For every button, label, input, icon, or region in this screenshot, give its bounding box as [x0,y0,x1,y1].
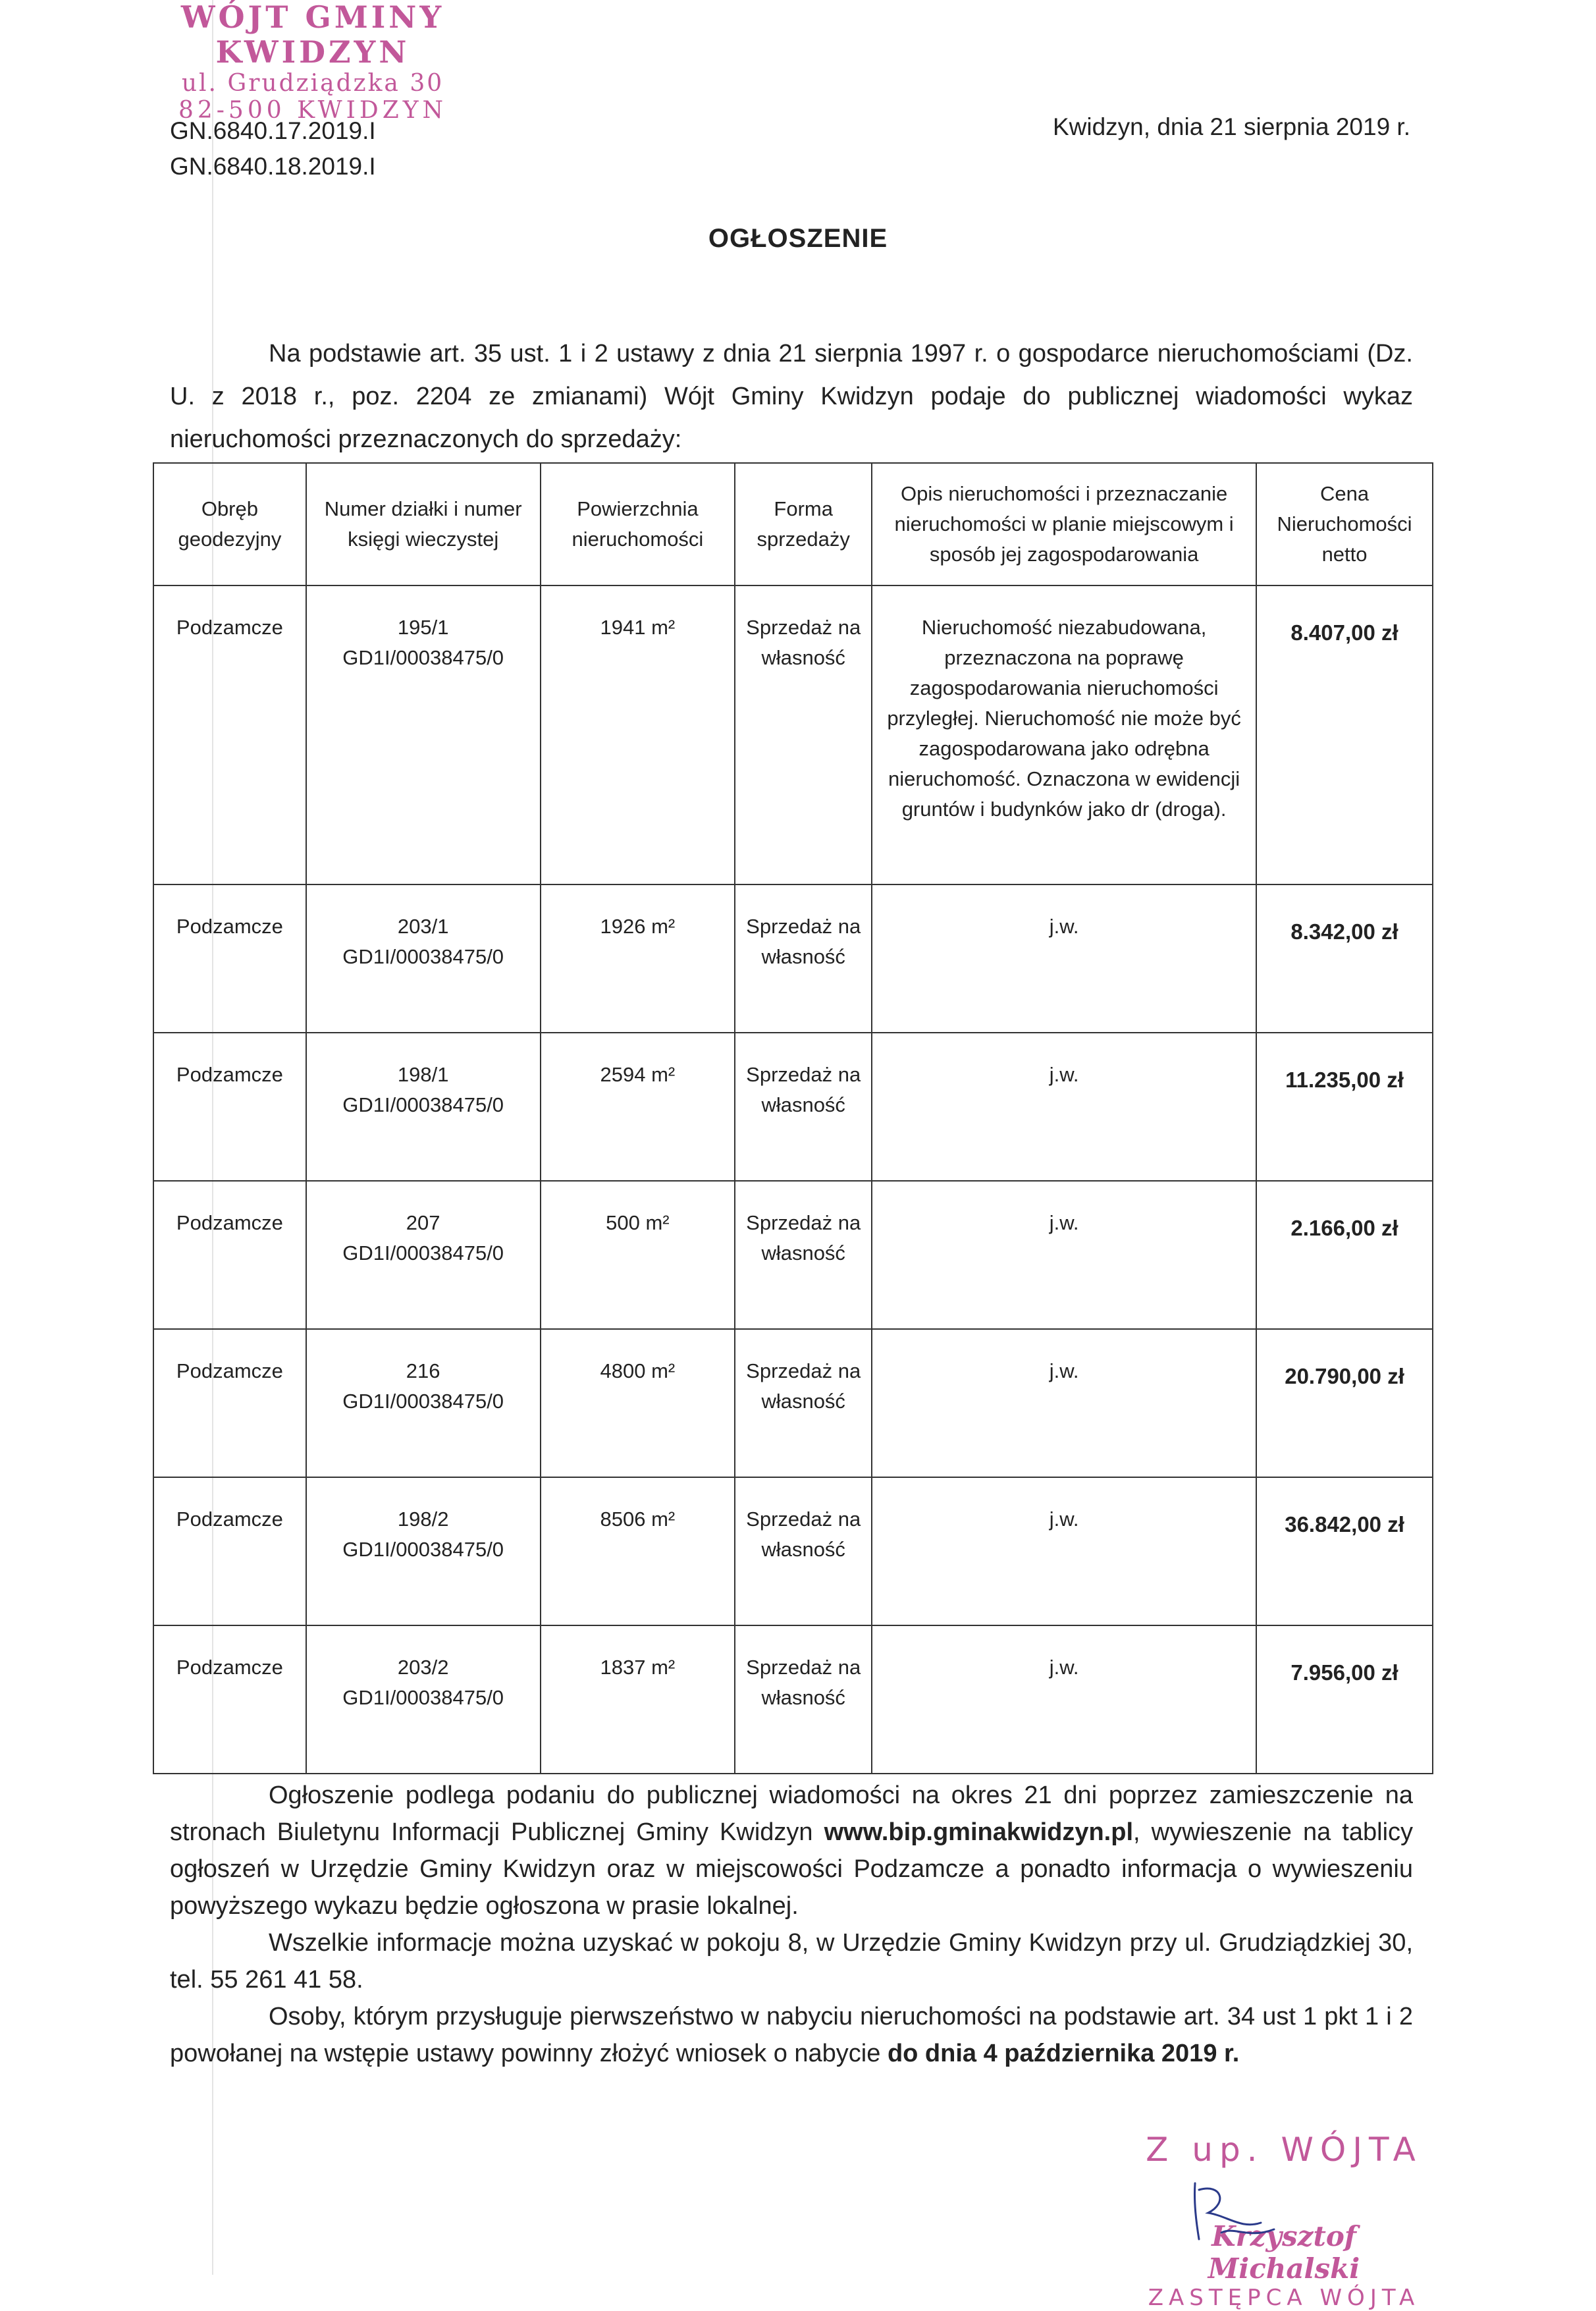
stamp-line-2: ul. Grudziądzka 30 [181,69,444,97]
deadline-date: do dnia 4 października 2019 r. [887,2040,1240,2067]
cell-forma: Sprzedaż na własność [735,1329,872,1477]
cell-opis: j.w. [872,1033,1256,1181]
cell-dzialka: 195/1 GD1I/00038475/0 [306,585,541,884]
cell-opis: Nieruchomość niezabudowana, przeznaczona na poprawę zagospodarowania nieruchomości przyległej. Nieruchomość nie może być zagospodarowana jako odrębna nieruchomość. Oznaczona w ewidencji gruntów i budynków jako dr (droga). [872,585,1256,884]
cell-dzialka: 203/1 GD1I/00038475/0 [306,884,541,1033]
table-row [153,585,1433,884]
cell-opis: j.w. [872,1329,1256,1477]
cell-obreb: Podzamcze [153,1181,306,1329]
header-dzialka: Numer działki i numer księgi wieczystej [306,463,541,585]
cell-obreb: Podzamcze [153,884,306,1033]
footer-paragraph-info: Wszelkie informacje można uzyskać w pokoju 8, w Urzędzie Gminy Kwidzyn przy ul. Grudziądzkiej 30, tel. 55 261 41 58. [170,1929,1413,1994]
intro-paragraph [170,333,1413,461]
cell-cena: 7.956,00 zł [1256,1625,1433,1774]
cell-cena: 8.407,00 zł [1256,585,1433,884]
table-header-row [153,463,1433,585]
cell-obreb: Podzamcze [153,585,306,884]
cell-obreb: Podzamcze [153,1477,306,1625]
case-references [170,113,376,184]
header-cena: Cena Nieruchomości netto [1256,463,1433,585]
property-table [153,462,1433,1774]
office-stamp [128,0,497,124]
cell-cena: 20.790,00 zł [1256,1329,1433,1477]
handwritten-signature-icon [1182,2177,1287,2249]
cell-forma: Sprzedaż na własność [735,884,872,1033]
header-opis: Opis nieruchomości i przeznaczanie nieruchomości w planie miejscowym i sposób jej zagospodarowania [872,463,1256,585]
cell-powierzchnia: 2594 m² [541,1033,735,1181]
header-powierzchnia: Powierzchnia nieruchomości [541,463,735,585]
stamp-role: ZASTĘPCA WÓJTA [1148,2285,1420,2311]
cell-forma: Sprzedaż na własność [735,1477,872,1625]
cell-dzialka: 198/2 GD1I/00038475/0 [306,1477,541,1625]
cell-forma: Sprzedaż na własność [735,1181,872,1329]
bip-link[interactable]: www.bip.gminakwidzyn.pl [824,1818,1134,1846]
cell-dzialka: 216 GD1I/00038475/0 [306,1329,541,1477]
cell-obreb: Podzamcze [153,1033,306,1181]
cell-powierzchnia: 4800 m² [541,1329,735,1477]
stamp-line-1: WÓJT GMINY KWIDZYN [180,0,445,70]
cell-forma: Sprzedaż na własność [735,1033,872,1181]
header-forma: Forma sprzedaży [735,463,872,585]
cell-opis: j.w. [872,884,1256,1033]
document-date: Kwidzyn, dnia 21 sierpnia 2019 r. [1052,113,1410,140]
cell-powierzchnia: 1837 m² [541,1625,735,1774]
table-row [153,1329,1433,1477]
cell-cena: 36.842,00 zł [1256,1477,1433,1625]
table-row [153,884,1433,1033]
cell-opis: j.w. [872,1477,1256,1625]
case-reference: GN.6840.17.2019.I [170,117,376,144]
cell-dzialka: 207 GD1I/00038475/0 [306,1181,541,1329]
cell-obreb: Podzamcze [153,1329,306,1477]
cell-dzialka: 203/2 GD1I/00038475/0 [306,1625,541,1774]
cell-powierzchnia: 8506 m² [541,1477,735,1625]
intro-text: Na podstawie art. 35 ust. 1 i 2 ustawy z dnia 21 sierpnia 1997 r. o gospodarce nieruchomościami (Dz. U. z 2018 r., poz. 2204 ze zmianami) Wójt Gminy Kwidzyn podaje do publicznej wiadomości wykaz nieruchomości przeznaczonych do sprzedaży: [170,340,1413,453]
cell-cena: 11.235,00 zł [1256,1033,1433,1181]
table-row [153,1033,1433,1181]
document-title: OGŁOSZENIE [708,224,888,253]
footer-text [170,1777,1413,2072]
cell-opis: j.w. [872,1181,1256,1329]
table-row [153,1181,1433,1329]
stamp-line-3: 82-500 KWIDZYN [178,97,448,124]
table-row [153,1625,1433,1774]
table-row [153,1477,1433,1625]
cell-powierzchnia: 1941 m² [541,585,735,884]
cell-opis: j.w. [872,1625,1256,1774]
case-reference: GN.6840.18.2019.I [170,153,376,180]
cell-dzialka: 198/1 GD1I/00038475/0 [306,1033,541,1181]
cell-forma: Sprzedaż na własność [735,585,872,884]
cell-cena: 2.166,00 zł [1256,1181,1433,1329]
footer-paragraph-publication: Ogłoszenie podlega podaniu do publicznej wiadomości na okres 21 dni poprzez zamieszczenie na stronach Biuletynu Informacji Publicznej Gminy Kwidzyn www.bip.gminakwidzyn.pl, wywieszenie na tablicy ogłoszeń w Urzędzie Gminy Kwidzyn oraz w miejscowości Podzamcze a ponadto informacja o wywieszeniu powyższego wykazu będzie ogłoszona w prasie lokalnej. [170,1781,1414,1920]
cell-cena: 8.342,00 zł [1256,884,1433,1033]
cell-obreb: Podzamcze [153,1625,306,1774]
cell-forma: Sprzedaż na własność [735,1625,872,1774]
footer-paragraph-deadline: Osoby, którym przysługuje pierwszeństwo w nabyciu nieruchomości na podstawie art. 34 ust 1 pkt 1 i 2 powołanej na wstępie ustawy powinny złożyć wniosek o nabycie do dnia 4 października 2019 r. [170,2003,1413,2067]
header-obreb: Obręb geodezyjny [153,463,306,585]
stamp-zup: Z up. WÓJTA [1146,2131,1422,2169]
cell-powierzchnia: 1926 m² [541,884,735,1033]
cell-powierzchnia: 500 m² [541,1181,735,1329]
stamp-name: Krzysztof Michalski [1208,2220,1360,2285]
